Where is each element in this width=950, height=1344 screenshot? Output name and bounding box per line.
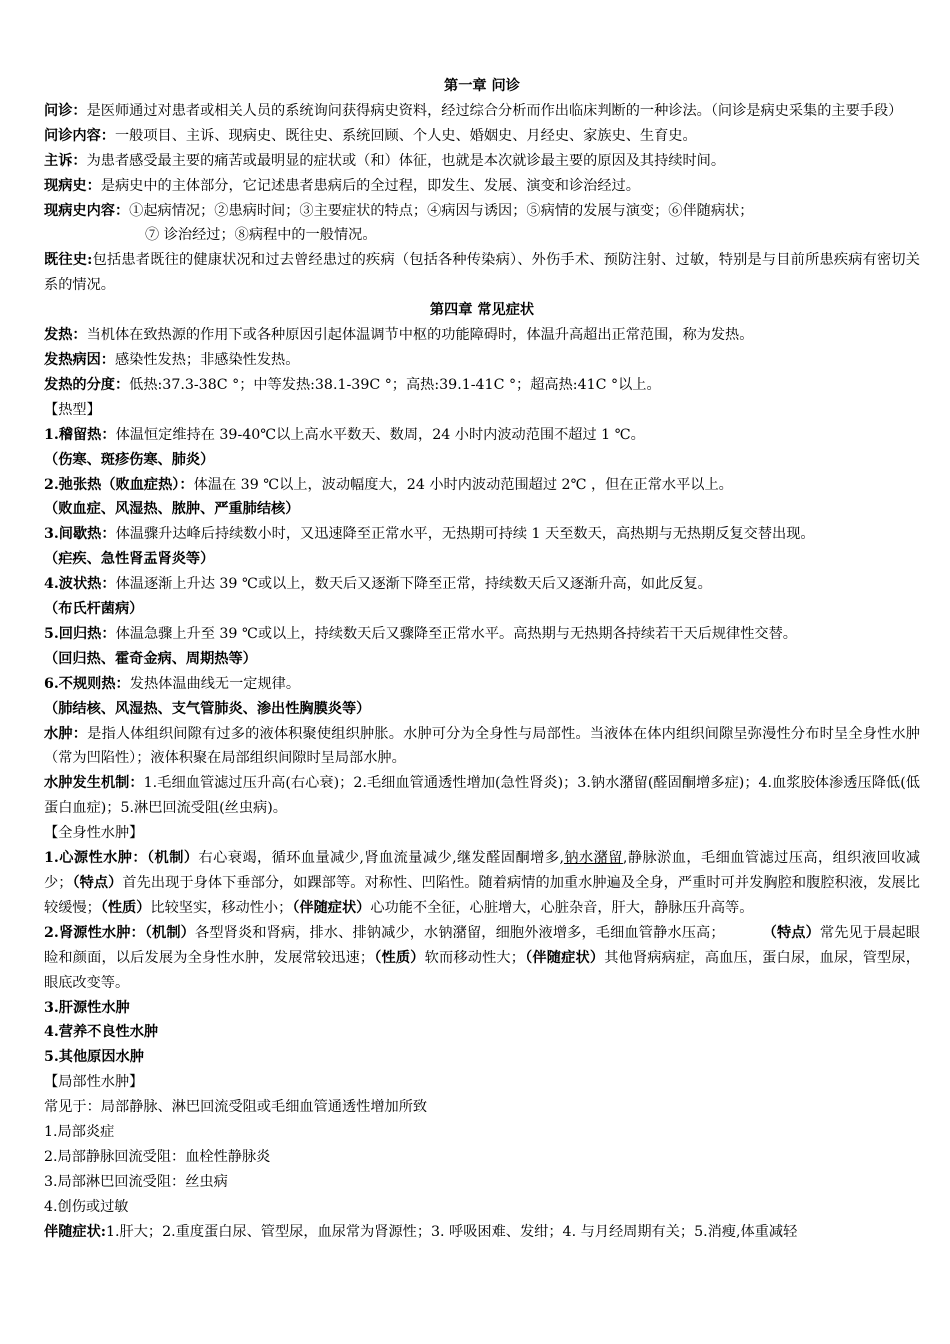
term-text: 一般项目、主诉、现病史、既往史、系统回顾、个人史、婚姻史、月经史、家族史、生育史。 [114, 127, 697, 144]
edema-cardiac [44, 846, 920, 921]
term-label: 6.不规则热： [44, 675, 130, 692]
term-text: 包括患者既往的健康状况和过去曾经患过的疾病（包括各种传染病）、外伤手术、预防注射、过敏，特别是与目前所患疾病有密切关系的情况。 [44, 252, 920, 294]
document-page [44, 74, 920, 1245]
fever-type-4-diseases: （布氏杆菌病） [44, 601, 144, 618]
para-wenzhen-content [44, 124, 920, 149]
local-edema-intro: 常见于：局部静脉、淋巴回流受阻或毛细血管通透性增加所致 [44, 1099, 428, 1116]
sub-label: （特点） [762, 924, 820, 941]
para-jiwangshi [44, 248, 920, 298]
term-label: 3.间歇热： [44, 526, 116, 543]
term-text: 体温骤升达峰后持续数小时，又迅速降至正常水平，无热期可持续 1 天至数天，高热期与无热期反复交替出现。 [115, 526, 815, 543]
sub-label: （伴随症状） [524, 949, 605, 966]
underlined-text: 钠水潴留 [563, 850, 623, 867]
para-fare [44, 323, 920, 348]
para-xianbingshi-content-cont: ⑦ 诊治经过；⑧病程中的一般情况。 [145, 227, 377, 244]
term-text: 常先见于晨起眼睑和颜面，以后发展为全身性水肿，发展常较迅速； [44, 924, 920, 966]
term-text: 体温急骤上升至 39 ℃或以上，持续数天后又骤降至正常水平。高热期与无热期各持续若干天后规律性交替。 [115, 625, 797, 642]
fever-type-1 [44, 423, 920, 448]
term-label: 1.心源性水肿： [44, 850, 148, 867]
sub-label: （性质） [100, 899, 151, 916]
term-text: 其他肾病病症，高血压，蛋白尿，血尿，管型尿，眼底改变等。 [44, 949, 920, 991]
term-label: 问诊： [44, 102, 87, 119]
fever-type-3-diseases: （疟疾、急性肾盂肾炎等） [44, 551, 215, 568]
term-text: 当机体在致热源的作用下或各种原因引起体温调节中枢的功能障碍时，体温升高超出正常范围，称为发热。 [86, 327, 754, 344]
term-text: 各型肾炎和肾病，排水、排钠减少，水钠潴留，细胞外液增多，毛细血管静水压高； [195, 924, 725, 941]
term-text: 体温在 39 ℃以上，波动幅度大，24 小时内波动范围超过 2℃ ，但在正常水平以上。 [193, 476, 733, 493]
term-text: 1.毛细血管滤过压升高(右心衰)；2.毛细血管通透性增加(急性肾炎)；3.钠水潴留(醛固酮增多症)；4.血浆胶体渗透压降低(低蛋白血症)；5.淋巴回流受阻(丝虫病)。 [44, 775, 920, 817]
term-label: 发热： [44, 327, 87, 344]
term-text: 发热体温曲线无一定规律。 [129, 675, 301, 692]
edema-hepatic: 3.肝源性水肿 [44, 999, 130, 1016]
para-edema-mechanism [44, 771, 920, 821]
term-text: 为患者感受最主要的痛苦或最明显的症状或（和）体征，也就是本次就诊最主要的原因及其持续时间。 [86, 152, 726, 169]
term-label: 4.波状热： [44, 576, 116, 593]
sub-label: （机制） [144, 924, 195, 941]
term-label: 现病史： [44, 177, 101, 194]
local-edema-item-3: 3.局部淋巴回流受阻：丝虫病 [44, 1173, 228, 1190]
term-label: 主诉： [44, 152, 87, 169]
term-text: ,静脉淤血，毛细血管滤过压高，组织液回收减少； [44, 850, 921, 891]
term-label: 发热病因： [44, 351, 115, 368]
term-label: 1.稽留热： [44, 426, 116, 443]
edema-malnutrition: 4.营养不良性水肿 [44, 1024, 159, 1041]
chapter-1-title: 第一章 问诊 [444, 78, 520, 94]
term-label: 问诊内容： [44, 127, 115, 144]
para-fare-cause [44, 348, 920, 373]
term-text: 比较坚实，移动性小； [150, 899, 293, 916]
fever-type-2-diseases: （败血症、风湿热、脓肿、严重肺结核） [44, 501, 300, 518]
fever-type-5-diseases: （回归热、霍奇金病、周期热等） [44, 650, 257, 667]
term-text: 是指人体组织间隙有过多的液体积聚使组织肿胀。水肿可分为全身性与局部性。当液体在体内组织间隙呈弥漫性分布时呈全身性水肿（常为凹陷性）；液体积聚在局部组织间隙时呈局部水肿。 [44, 725, 920, 767]
section-local-edema: 【局部性水肿】 [44, 1074, 144, 1091]
term-label: 发热的分度： [44, 376, 130, 393]
fever-type-5 [44, 622, 920, 647]
section-systemic-edema: 【全身性水肿】 [44, 825, 144, 842]
term-text: 心功能不全征，心脏增大，心脏杂音，肝大，静脉压升高等。 [370, 899, 754, 916]
term-text: 体温逐渐上升达 39 ℃或以上，数天后又逐渐下降至正常，持续数天后又逐渐升高，如此反复。 [115, 576, 712, 593]
sub-label: （特点） [72, 875, 123, 891]
term-text: 低热:37.3-38C °；中等发热:38.1-39C °；高热:39.1-41C °；超高热:41C °以上。 [129, 376, 661, 393]
term-text: 右心衰竭，循环血量减少,肾血流量减少,继发醛固酮增多, [198, 850, 564, 867]
term-label: 既往史: [44, 252, 93, 269]
para-xianbingshi [44, 174, 920, 199]
para-edema [44, 722, 920, 772]
sub-label: （机制） [147, 850, 199, 867]
term-label: 2.肾源性水肿： [44, 924, 145, 941]
term-text: 首先出现于身体下垂部分，如踝部等。对称性、凹陷性。随着病情的加重水肿遍及全身，严重时可并发胸腔和腹腔积液，发展比较缓慢； [44, 875, 920, 916]
para-xianbingshi-content [44, 199, 920, 224]
term-text: ①起病情况；②患病时间；③主要症状的特点；④病因与诱因；⑤病情的发展与演变；⑥伴随病状； [129, 202, 754, 219]
fever-type-3 [44, 522, 920, 547]
chapter-4-title: 第四章 常见症状 [429, 302, 535, 319]
edema-renal [44, 921, 920, 996]
fever-type-2 [44, 473, 920, 498]
sub-label: （伴随症状） [292, 899, 371, 916]
local-edema-item-1: 1.局部炎症 [44, 1124, 115, 1141]
term-text: 是医师通过对患者或相关人员的系统询问获得病史资料，经过综合分析而作出临床判断的一种诊法。（问诊是病史采集的主要手段） [86, 102, 903, 119]
term-label: 5.回归热： [44, 625, 116, 642]
fever-type-6 [44, 672, 920, 697]
term-label: 伴随症状: [44, 1223, 106, 1240]
fever-type-4 [44, 572, 920, 597]
term-text: 是病史中的主体部分，它记述患者患病后的全过程，即发生、发展、演变和诊治经过。 [100, 177, 640, 194]
term-label: 现病史内容： [44, 202, 130, 219]
fever-type-1-diseases: （伤寒、斑疹伤寒、肺炎） [44, 451, 215, 468]
term-text: 感染性发热；非感染性发热。 [114, 351, 300, 368]
para-zhusu [44, 149, 920, 174]
local-edema-item-4: 4.创伤或过敏 [44, 1198, 129, 1215]
para-wenzhen [44, 99, 920, 124]
term-text: 软而移动性大； [424, 949, 525, 966]
fever-type-6-diseases: （肺结核、风湿热、支气管肺炎、渗出性胸膜炎等） [44, 700, 371, 717]
term-text: 1.肝大；2.重度蛋白尿、管型尿，血尿常为肾源性；3. 呼吸困难、发绀；4. 与月经周期有关；5.消瘦,体重减轻 [106, 1223, 798, 1240]
sub-label: （性质） [374, 949, 425, 966]
term-text: 体温恒定维持在 39-40℃以上高水平数天、数周，24 小时内波动范围不超过 1 ℃。 [115, 426, 645, 443]
local-edema-item-2: 2.局部静脉回流受阻：血栓性静脉炎 [44, 1148, 271, 1165]
para-fare-degree [44, 373, 920, 398]
section-fever-types: 【热型】 [44, 401, 101, 418]
edema-other: 5.其他原因水肿 [44, 1049, 144, 1066]
term-label: 水肿： [44, 725, 88, 742]
term-label: 水肿发生机制： [44, 775, 144, 792]
term-label: 2.弛张热（败血症热）： [44, 476, 194, 493]
edema-accompanying [44, 1220, 920, 1245]
